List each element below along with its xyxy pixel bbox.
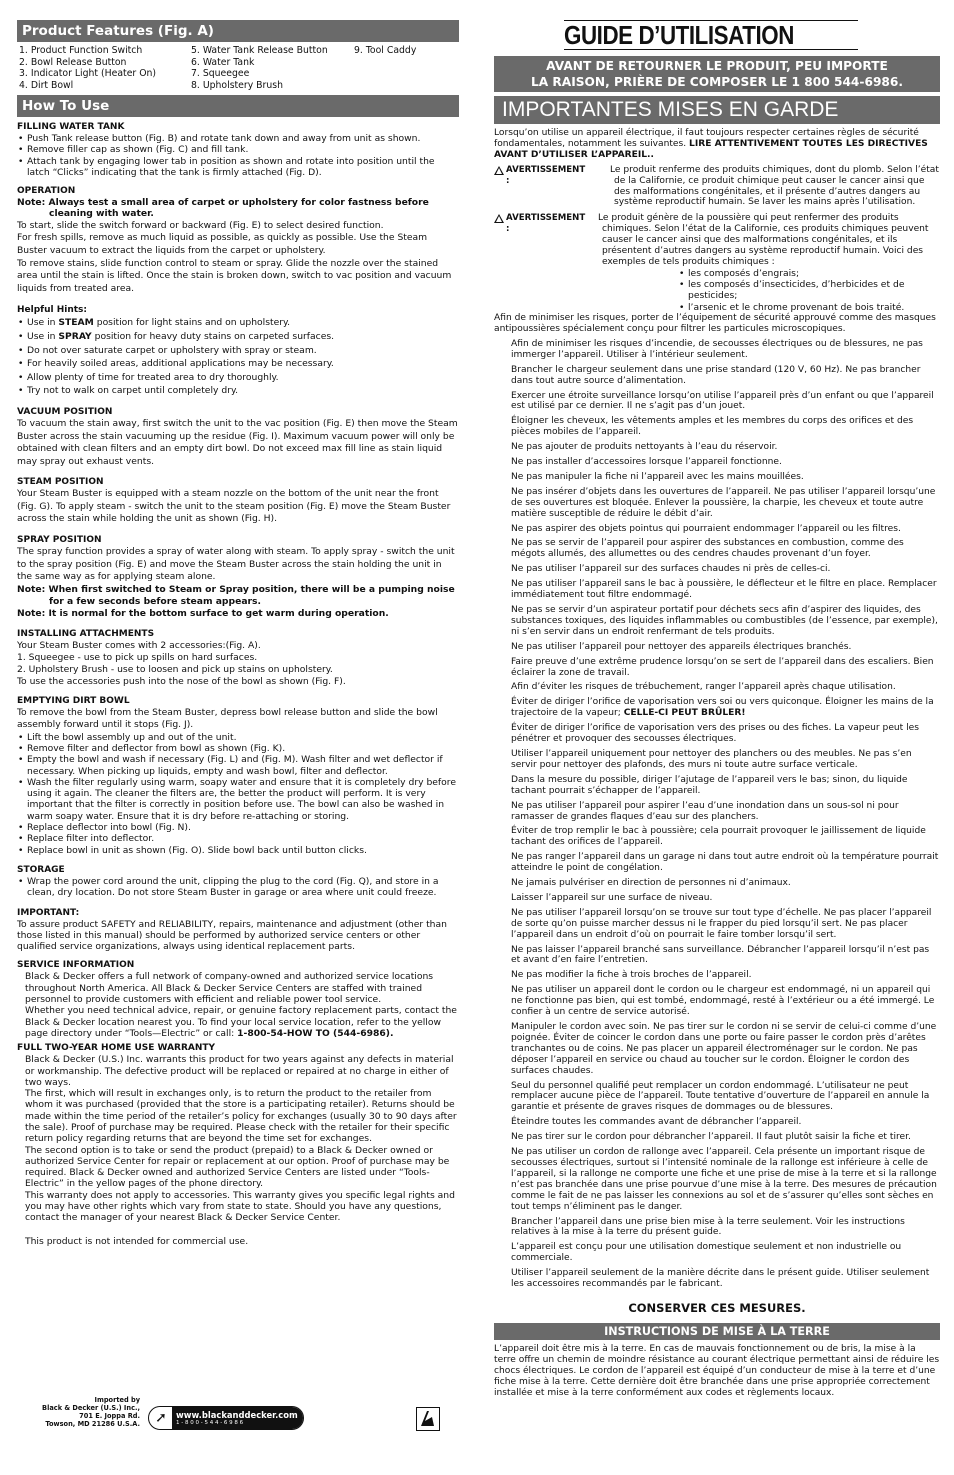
emptying-heading: EMPTYING DIRT BOWL [17,696,130,707]
safety-item: Ne pas utiliser un cordon de rallonge avec l’appareil. Cela présente un important risque de secousses électriques, surtout si l’intensité nominale de la rallonge est inférieure à celle de l’appareil, si la rallonge ne comporte une fiche et une prise de mise à la terre et si la rallonge n’est pas branchée dans une prise pourvue d’une mise à la terre. Des mesures de précaution comme le fait de ne pas laisser les connexions au sol et de s’assurer qu’elles sont sèches en tout temps n’éliminent pas le danger. [511,1147,937,1212]
feature-item: 6. Water Tank [191,56,255,68]
safety-item: Dans la mesure du possible, diriger l’ajutage de l’appareil vers le bas; sinon, du liquide tachant pourrait s’échapper de l’appareil. [511,774,908,796]
feature-item: 7. Squeegee [191,68,250,79]
safety-item: Brancher l’appareil dans une prise bien mise à la terre seulement. Voir les instructions relatives à la mise à la terre du présent guide. [511,1216,905,1238]
safety-item: Faire preuve d’une extrême prudence lorsqu’on se sert de l’appareil dans des escaliers. Bien éclairer la zone de travail. [511,656,934,678]
list-item: • Attach tank by engaging lower tab in position as shown and rotate into position until the latch “Clicks” indicating that the tank is firmly attached (Fig. D). [17,156,459,179]
hint-item: • Try not to walk on carpet until completely dry. [17,384,459,398]
list-item: • Remove filler cap as shown (Fig. C) and fill tank. [17,144,459,155]
conserve-heading: CONSERVER CES MESURES. [628,1300,806,1315]
paragraph: 2. Upholstery Brush - use to loosen and pick up stains on upholstery. [17,663,333,675]
address-line: Imported by [94,1396,140,1404]
feature-item: 3. Indicator Light (Heater On) [19,68,157,79]
service-text-1: Black & Decker offers a full network of company-owned and authorized service locations throughout North America. All Black & Decker Service Centers are staffed with trained personnel to provide customers with efficient and reliable power tool service. [25,971,434,1006]
warning-icon [494,214,504,223]
paragraph: Your Steam Buster comes with 2 accessories:(Fig. A). [17,640,261,652]
intro-text: Lorsqu’on utilise un appareil électrique, il faut toujours respecter certaines règles de sécurité fondamentales, notamment les suivantes. LIRE ATTENTIVEMENT TOUTES LES DIRECTIVES AVANT D’UTILISER L’APPAREIL.. [494,128,928,160]
ul-mark-icon [416,1407,440,1431]
safety-item: Brancher le chargeur seulement dans une prise standard (120 V, 60 Hz). Ne pas brancher dans tout autre source d’alimentation. [511,364,921,386]
feature-item: 2. Bowl Release Button [19,56,127,68]
hints-list [17,316,459,398]
list-item: • Replace filter into deflector. [17,833,459,844]
safety-item: Ne pas utiliser l’appareil pour nettoyer des appareils électriques branchés. [511,641,852,652]
paragraph: The first, which will result in exchanges only, is to return the product to the retailer from whom it was purchased (provided that the store is a participating retailer). Returns should be made within the time period of the retailer’s policy for exchanges (usually 30 to 90 days after the sale). Proof of purchase may be required. Please check with the retailer for their specific return policy regarding returns that are beyond the time set for exchanges. [25,1088,457,1145]
list-item: • Push Tank release button (Fig. B) and rotate tank down and away from unit as shown. [17,133,459,144]
safety-item: Ne pas insérer d’objets dans les ouvertures de l’appareil. Ne pas utiliser l’appareil lorsqu’une de ses ouvertures est bloquée. Enlever la poussière, la charpie, les cheveux et toute autre matière susceptible de réduire le débit d’air. [511,486,936,519]
filling-steps [17,133,459,178]
hint-item: • Allow plenty of time for treated area to dry thoroughly. [17,371,459,385]
operation-text [17,220,459,296]
service-text-2: Whether you need technical advice, repair, or genuine factory replacement parts, contact the Black & Decker location nearest you. To find your local service location, refer to the yellow page directory under “Tools—Electric” or call: 1-800-54-HOW TO (544-6986). [25,1005,457,1039]
safety-item: Ne pas se servir de l’appareil pour aspirer des substances en combustion, comme des mégots allumés, des allumettes ou des cendres chaudes provenant d’un foyer. [511,538,904,560]
vapor-warning: Éviter de diriger l’orifice de vaporisation vers soi ou vers quiconque. Éloigner les mains de la trajectoire de la vapeur; CELLE-CI PEUT BRÛLER! [511,697,934,719]
warranty-text [17,1054,459,1223]
storage-heading: STORAGE [17,864,65,875]
storage-steps [17,876,459,899]
safety-heading: IMPORTANTES MISES EN GARDE [494,96,940,124]
spray-note-2: Note: It is normal for the bottom surface to get warm during operation. [17,608,389,620]
feature-item: 8. Upholstery Brush [191,79,284,91]
vacuum-heading: VACUUM POSITION [17,406,113,417]
spray-heading: SPRAY POSITION [17,535,102,546]
feature-item [354,57,454,69]
website-badge [148,1406,304,1430]
english-column [17,20,459,1247]
how-to-use-heading: How To Use [17,95,459,117]
safety-item: Ne pas modifier la fiche à trois broches de l’appareil. [511,970,752,981]
attachments-text [17,640,459,687]
safety-item: L’appareil est conçu pour une utilisation domestique seulement et non industrielle ou commerciale. [511,1242,902,1264]
safety-item: Éteindre toutes les commandes avant de débrancher l’appareil. [511,1117,802,1128]
return-notice-1: AVANT DE RETOURNER LE PRODUIT, PEU IMPORTE [546,59,888,73]
hint-item: • Use in STEAM position for light stains and on upholstery. [17,316,459,330]
list-item: • Empty the bowl and wash if necessary (Fig. L) and (Fig. M). Wash filter and wet deflector if necessary. When picking up liquids, empty and wash bowl, filter and deflector. [17,754,459,777]
spray-note-1: Note: When first switched to Steam or Spray position, there will be a pumping noise for a few seconds before steam appears. [17,583,455,608]
safety-item: Laisser l’appareil sur une surface de niveau. [511,892,713,903]
feature-item [354,80,454,92]
paragraph: This warranty does not apply to accessories. This warranty gives you specific legal rights and you may have other rights which vary from state to state. Should you have any questions, contact the manager of your nearest Black & Decker Service Center. [25,1189,455,1224]
mask-text: Afin de minimiser les risques, porter de l’équipement de sécurité approuvé comme des masques antipoussières spécialement conçu pour filtrer les particules microscopiques. [494,313,936,334]
vacuum-text: To vacuum the stain away, first switch the unit to the vac position (Fig. E) then move the Steam Buster across the stain vacuuming up the residue (Fig. I). Maximum vacuum power will only be obtained with clean filters and an empty dirt bowl. Do not exceed max fill line as stain liquid may spray out exhaust vents. [17,417,458,467]
important-text: To assure product SAFETY and RELIABILITY, repairs, maintenance and adjustment (other than those listed in this manual) should be performed by authorized service centers or other qualified service organizations, always using identical replacement parts. [17,918,447,953]
commercial-note: This product is not intended for commercial use. [25,1235,249,1247]
safety-items-2 [494,723,940,1290]
safety-item: Ne pas manipuler la fiche ni l’appareil avec les mains mouillées. [511,471,804,482]
safety-item: Ne pas laisser l’appareil branché sans surveillance. Débrancher l’appareil lorsqu’il n’est pas et avant d’en faire l’entretien. [511,944,930,966]
list-item: • Wash the filter regularly using warm, soapy water and ensure that it is completely dry before using it again. The cleaner the filters are, the better the product will perform. It is very important that the filter is correctly in position before use. The bowl can also be washed in warm soapy water. Ensure that it is dry before re-attaching or storing. [17,777,459,822]
chemical-item: • l’arsenic et le chrome provenant de bois traité. [678,302,940,313]
chemical-item: • les composés d’insecticides, d’herbicides et de pesticides; [678,279,940,302]
safety-item: Ne pas ajouter de produits nettoyants à l’eau du réservoir. [511,442,778,453]
grounding-text: L’appareil doit être mis à la terre. En cas de mauvais fonctionnement ou de bris, la mise à la terre offre un chemin de moindre résistance au courant électrique permettant ainsi de réduire les chocs électriques. Le cordon de l’appareil est équipé d’un conducteur de mise à la terre et d’une fiche mise à la terre. Cette dernière doit être branchée dans une prise appropriée correctement installée et mise à la terre conformément aux codes et règlements locaux. [494,1343,940,1398]
paragraph: For fresh spills, remove as much liquid as possible, as quickly as possible. Use the Steam Buster vacuum to extract the liquids from the carpet or upholstery. [17,232,428,256]
warning-2: AVERTISSEMENT : Le produit génère de la poussière qui peut renfermer des produits chimiques. Selon l’état de la Californie, ces produits chimiques peuvent causer le cancer ainsi que des malformations congénitales, et ils présentent d’autres dangers au système reproductif humain. Voici des exemples de tels produits chimiques : • les composés d’engrais; • les composés d’insecticides, d’herbicides et de pesticides; • l’arsenic et le chrome provenant de bois traité. [494,213,940,313]
safety-item: Utiliser l’appareil uniquement pour nettoyer des planchers ou des meubles. Ne pas s’en servir pour nettoyer des plafonds, des murs ni toute autre surface verticale. [511,748,912,770]
website-phone: 1 - 8 0 0 - 5 4 4 - 6 9 8 6 [176,1419,244,1426]
paragraph: To use the accessories push into the nose of the bowl as shown (Fig. F). [17,675,346,687]
safety-item: Éviter de diriger l’orifice de vaporisation vers des prises ou des fiches. La vapeur peut les pénétrer et provoquer des secousses électriques. [511,723,920,745]
safety-item: Afin de minimiser les risques d’incendie, de secousses électriques ou de blessures, ne pas immerger l’appareil. Utiliser à l’intérieur seulement. [511,338,923,360]
french-column [494,20,940,1398]
feature-item: 9. Tool Caddy [354,45,417,56]
safety-item: Ne pas se servir d’un aspirateur portatif pour déchets secs afin d’aspirer des liquides, des substances toxiques, des liquides inflammables ou combustibles (de l’essence, par exemple), ni s’en servir dans un endroit renfermant de tels produits. [511,605,938,637]
page-title: GUIDE D’UTILISATION [564,19,794,50]
operation-note: Note: Always test a small area of carpet or upholstery for color fastness before cleaning with water. [17,197,429,220]
grounding-heading: INSTRUCTIONS DE MISE À LA TERRE [494,1323,940,1340]
safety-item: Seul du personnel qualifié peut remplacer un cordon endommagé. L’utilisateur ne peut remplacer aucune pièce de l’appareil. Toute tentative d’ouverture de l’appareil en annule la garantie et présente de graves risques de dommages ou de blessures. [511,1080,930,1113]
warning-1: AVERTISSEMENT : Le produit renferme des produits chimiques, dont du plomb. Selon l’état de la Californie, ce produit chimique peut causer le cancer ainsi que des malformations congénitales, et il présente d’autres dangers au système reproductif humain. Se laver les mains après l’utilisation. [494,165,940,209]
filling-heading: FILLING WATER TANK [17,122,125,132]
emptying-steps [17,732,459,856]
paragraph: To start, slide the switch forward or backward (Fig. E) to select desired function. [17,219,384,231]
important-heading: IMPORTANT: [17,907,80,918]
address-line: 701 E. Joppa Rd. [79,1412,140,1420]
hints-heading: Helpful Hints: [17,305,87,316]
safety-item: Ne pas aspirer des objets pointus qui pourraient endommager l’appareil ou les filtres. [511,523,901,534]
safety-item: Ne pas utiliser l’appareil lorsqu’on se trouve sur tout type d’échelle. Ne pas placer l’appareil de sorte qu’on puisse marcher dessus ni le frapper du pied lorsqu’il sert. Ne pas placer l’appareil dans un endroit d’où on pourrait le faire tomber lorsqu’il sert. [511,907,932,940]
safety-item: Manipuler le cordon avec soin. Ne pas tirer sur le cordon ni se servir de celui-ci comme d’une poignée. Éviter de coincer le cordon dans une porte ou faire passer le cordon près d’arêtes tranchantes ou de coins. Ne pas placer un appareil électroménager sur le cordon. Ne pas déposer l’appareil en service ou chaud au toucher sur le cordon. Éloigner le cordon des surfaces chaudes. [511,1022,937,1076]
list-item: • Lift the bowl assembly up and out of the unit. [17,732,459,743]
feature-item: 4. Dirt Bowl [19,79,74,91]
safety-item: Ne pas utiliser un appareil dont le cordon ou le chargeur est endommagé, ni un appareil qui ne fonctionne pas bien, qui est tombé, endommagé, resté à l’extérieur ou a été immergé. Le confier à un centre de service autorisé. [511,985,935,1018]
importer-address [28,1396,140,1428]
paragraph: To remove stains, slide function control to steam or spray. Glide the nozzle over the stained area until the stain is lifted. Once the stain is broken down, switch to vac position and vacuum liquids from treated area. [17,257,452,294]
hint-item: • For heavily soiled areas, additional applications may be necessary. [17,357,459,371]
list-item: • Remove filter and deflector from bowl as shown (Fig. K). [17,743,459,754]
hint-item: • Use in SPRAY position for heavy duty stains on carpeted surfaces. [17,330,459,344]
address-line: Black & Decker (U.S.) Inc., [42,1404,140,1412]
list-item: • Replace deflector into bowl (Fig. N). [17,822,459,833]
safety-item: Éviter de trop remplir le bac à poussière; cela pourrait provoquer le jaillissement de liquide tachant des orifices de l’appareil. [511,826,926,848]
chemical-list [678,268,940,313]
feature-item: 5. Water Tank Release Button [191,45,328,56]
safety-item: Ne pas utiliser l’appareil sans le bac à poussière, le déflecteur et le filtre en place. Remplacer immédiatement tout filtre endommagé. [511,579,937,601]
features-list [19,45,459,91]
safety-item: Ne pas utiliser l’appareil sur des surfaces chaudes ni près de celles-ci. [511,564,831,575]
service-heading: SERVICE INFORMATION [17,960,135,971]
spray-text: The spray function provides a spray of water along with steam. To apply spray - switch the unit to the spray position (Fig. E) and move the Steam Buster across the stain holding the unit in the same way as for applying steam alone. [17,546,455,583]
safety-item: Exercer une étroite surveillance lorsqu’on utilise l’appareil près d’un enfant ou que l’appareil est utilisé par ce dernier. Il ne s’agit pas d’un jouet. [511,390,934,412]
safety-item: Ne jamais pulvériser en direction de personnes ni d’animaux. [511,878,791,889]
paragraph: The second option is to take or send the product (prepaid) to a Black & Decker owned or authorized Service Center for repair or replacement at our option. Proof of purchase may be required. Black & Decker owned and authorized Service Centers are listed under “Tools-Electric” in the yellow pages of the phone directory. [25,1144,450,1190]
emptying-text: To remove the bowl from the Steam Buster, depress bowl release button and slide the bowl assembly forward until it stops (Fig. J). [17,707,438,731]
safety-item: Ne pas utiliser l’appareil pour aspirer l’eau d’une inondation dans un sous-sol ni pour ramasser de grandes flaques d’eau sur des planchers. [511,800,899,822]
warning-icon [494,166,504,175]
features-heading: Product Features (Fig. A) [17,20,459,42]
safety-item: Ne pas installer d’accessoires lorsque l’appareil fonctionne. [511,457,782,468]
paragraph: 1. Squeegee - use to pick up spills on hard surfaces. [17,652,258,664]
feature-item [354,68,454,80]
attachments-heading: INSTALLING ATTACHMENTS [17,629,155,640]
address-line: Towson, MD 21286 U.S.A. [45,1420,140,1428]
list-item: • Replace bowl in unit as shown (Fig. O). Slide bowl back until button clicks. [17,845,459,856]
list-item: • Wrap the power cord around the unit, clipping the plug to the cord (Fig. Q), and store in a clean, dry location. Do not store Steam Buster in garage or area where unit could freeze. [17,876,459,899]
service-phone: 1-800-54-HOW TO (544-6986). [237,1027,394,1039]
hint-item: • Do not over saturate carpet or upholstery with spray or steam. [17,344,459,358]
safety-items [494,339,940,693]
safety-item: Ne pas tirer sur le cordon pour débrancher l’appareil. Il faut plutôt saisir la fiche et tirer. [511,1132,911,1143]
paragraph: Black & Decker (U.S.) Inc. warrants this product for two years against any defects in material or workmanship. The defective product will be replaced or repaired at no charge in either of two ways. [25,1054,454,1088]
operation-heading: OPERATION [17,186,76,197]
safety-item: Éloigner les cheveux, les vêtements amples et les membres du corps des orifices et des pièces mobiles de l’appareil. [511,416,914,438]
safety-item: Utiliser l’appareil seulement de la manière décrite dans le présent guide. Utiliser seulement les accessoires recommandés par le fabricant. [511,1268,930,1290]
chemical-item: • les composés d’engrais; [678,268,940,279]
safety-item: Ne pas ranger l’appareil dans un garage ni dans tout autre endroit où la température pourrait atteindre le point de congélation. [511,852,939,874]
feature-item: 1. Product Function Switch [19,45,143,56]
warranty-heading: FULL TWO-YEAR HOME USE WARRANTY [17,1043,216,1054]
steam-heading: STEAM POSITION [17,477,104,488]
safety-item: Afin d’éviter les risques de trébuchement, ranger l’appareil après chaque utilisation. [511,682,896,693]
website-url: www.blackanddecker.com [176,1409,298,1420]
arrow-icon: ➚ [150,1407,172,1429]
steam-text: Your Steam Buster is equipped with a steam nozzle on the bottom of the unit near the front (Fig. G). To apply steam - switch the unit to the steam position (Fig. E) move the Steam Buster across the stain while holding the unit as shown (Fig. H). [17,488,451,525]
return-notice-2: LA RAISON, PRIÈRE DE COMPOSER LE 1 800 544-6986. [530,75,904,89]
